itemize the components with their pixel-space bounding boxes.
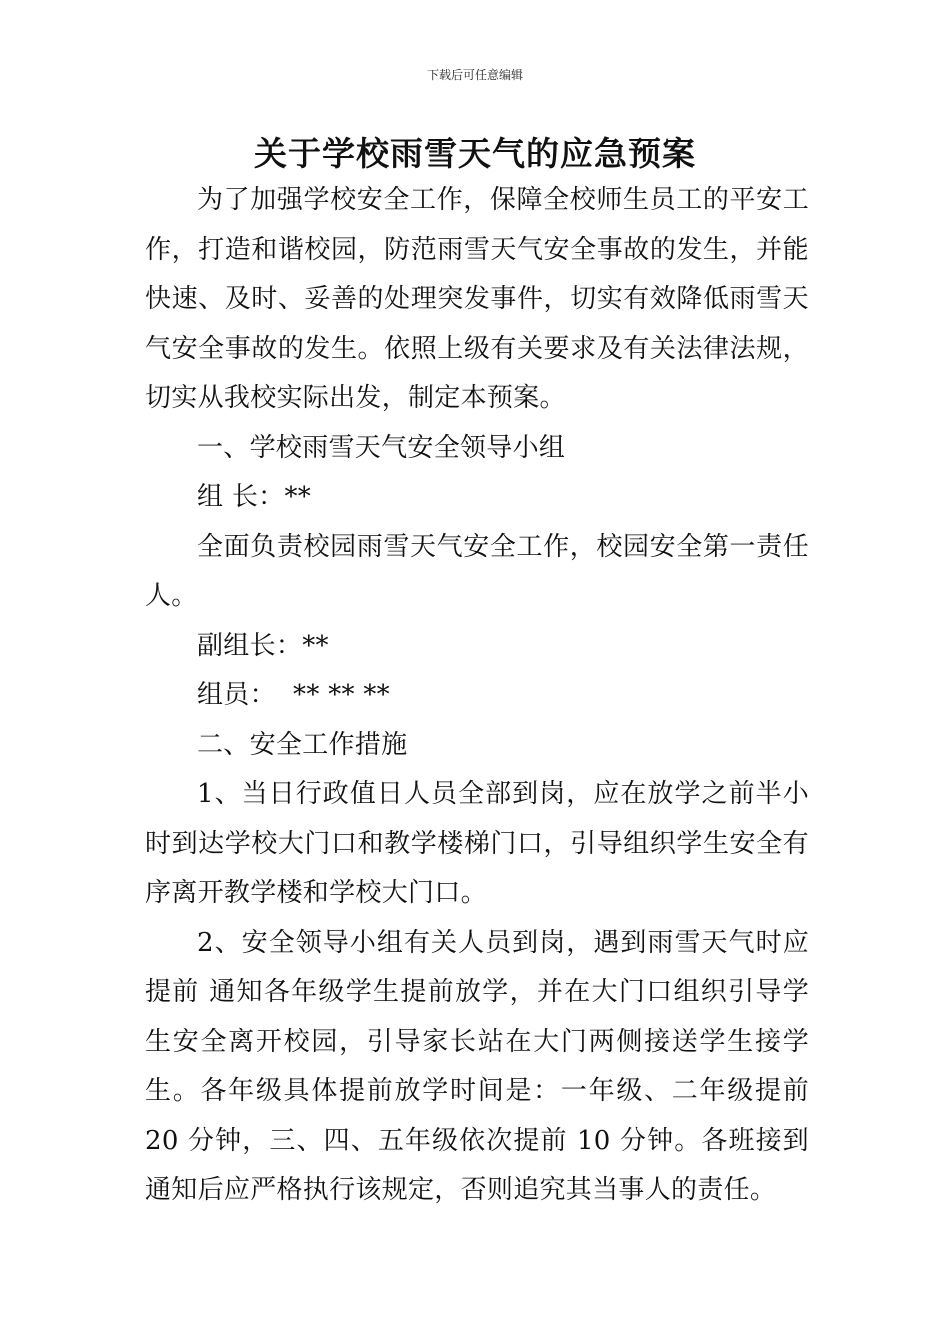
deputy-leader-line: 副组长：** [197, 630, 329, 661]
section-heading-leadership: 一、学校雨雪天气安全领导小组 [197, 432, 566, 463]
measure-item-2: 2、安全领导小组有关人员到岗，遇到雨雪天气时应提前 通知各年级学生提前放学，并在大门口组织引导学生安全离开校园，引导家长站在大门两侧接送学生接学生。各年级具体提前放学时间是：一年级、二年级提前 20 分钟，三、四、五年级依次提前 10 分钟。各班接到通知后应严格执行该规定，否则追究其当事人的责任。 [145, 927, 809, 1205]
document-title: 关于学校雨雪天气的应急预案 [254, 134, 696, 173]
intro-paragraph: 为了加强学校安全工作，保障全校师生员工的平安工作，打造和谐校园，防范雨雪天气安全事故的发生，并能快速、及时、妥善的处理突发事件，切实有效降低雨雪天气安全事故的发生。依照上级有关要求及有关法律法规，切实从我校实际出发，制定本预案。 [145, 185, 809, 413]
group-leader-duty: 全面负责校园雨雪天气安全工作，校园安全第一责任人。 [145, 531, 809, 611]
document-body [145, 176, 809, 1216]
section-heading-measures: 二、安全工作措施 [197, 729, 408, 760]
members-line: 组员： ** ** ** [197, 680, 390, 710]
measure-item-1: 1、当日行政值日人员全部到岗，应在放学之前半小时到达学校大门口和教学楼梯门口，引导组织学生安全有序离开教学楼和学校大门口。 [145, 779, 809, 908]
group-leader-line: 组 长：** [197, 482, 312, 512]
header-note: 下载后可任意编辑 [426, 68, 523, 82]
